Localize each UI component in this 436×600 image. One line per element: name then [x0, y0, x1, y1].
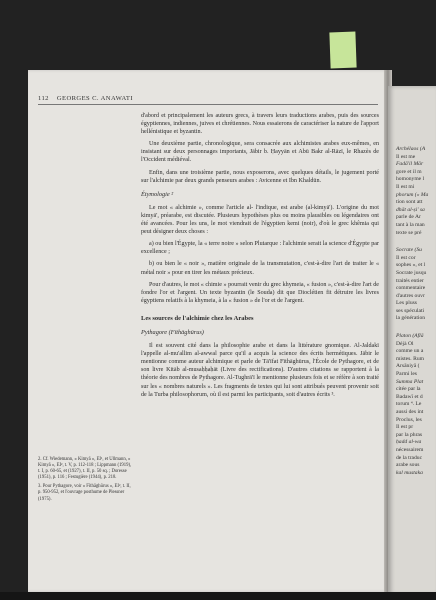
etymology-item-b: b) ou bien le « noir », matière originale de la transmutation, c'est-à-dire l'art de traiter le « métal noir » pour en tirer les métaux précieux.: [141, 261, 379, 276]
running-header: [38, 95, 378, 102]
right-line: aussi des int: [396, 409, 424, 415]
section-heading: Les sources de l'alchimie chez les Arabes: [141, 314, 254, 322]
footnotes: [38, 457, 132, 506]
right-page-block: [396, 247, 436, 323]
right-line: par la phras: [396, 431, 423, 438]
right-line: Il est me: [396, 153, 416, 160]
right-line: parle de Ar: [396, 214, 421, 221]
right-line: homonyme l: [396, 176, 425, 183]
right-line: ḥadd al-wa: [396, 439, 422, 446]
header-rule: [38, 104, 378, 105]
subsection-heading: Pythagore (Fīthāghūrus): [141, 328, 204, 336]
right-line: Archélaos (A: [396, 146, 426, 152]
right-line: phorum (« Ma: [396, 191, 429, 198]
footnote: 2. Cf. Wiedemann, « Kimyā », EI¹, et Ullmann, « Kimyā », EI², t. V, p. 112-118 ; Lippmann (1919), t. I, p. 60-65, et (1927), t. II, p. 50 sq. ; Doresse (1951), p. 116 ; Festugière (1944), p. 218.: [38, 457, 132, 481]
right-line: Badawī et d: [396, 393, 423, 400]
sticky-note-tab: [329, 32, 356, 69]
right-page-block: [396, 333, 436, 477]
right-line: gore et il m: [396, 168, 422, 175]
right-line: Socrate jusqu: [396, 269, 427, 276]
etymology-item-a: a) ou bien l'Égypte, la « terre noire » selon Plutarque : l'alchimie serait la science d'Égypte par excellence ;: [141, 241, 379, 256]
right-line: Fadā'il Mār: [396, 161, 424, 168]
right-line: d'autres ouvr: [396, 292, 425, 299]
intro-paragraph: Une deuxième partie, chronologique, sera consacrée aux alchimistes arabes eux-mêmes, en insistant sur deux personnages importants, Jābir b. Ḥayyān et Abū Bakr al-Rāzī, le Rhazès de l'Occident médiéval.: [141, 141, 379, 164]
right-line: Parmi les: [396, 371, 417, 378]
right-line: tant à la man: [396, 221, 425, 228]
main-text-column: [141, 112, 379, 403]
etymology-paragraph: Le mot « alchimie », comme l'article al- l'indique, est arabe (al-kimyā'). L'origine du mot kimyā', préarabe, est discutée. Plusieurs hypothèses plus ou moins plausibles ou légendaires ont été avancées. Pour les uns, le mot viendrait de l'égyptien kemi (noir), d'où le grec khêmia qui peut désigner deux choses :: [141, 204, 379, 236]
right-line: Il est pr: [396, 424, 414, 431]
right-line: la génération: [396, 315, 426, 322]
right-line: sophes », et l: [396, 262, 426, 269]
right-line: citée par la: [396, 386, 421, 393]
right-line: Socrate (Su: [396, 247, 422, 254]
right-line: arabe sous: [396, 462, 420, 469]
right-page-text: [396, 146, 436, 487]
right-line: texte se pré: [396, 229, 422, 236]
right-line: Il est cor: [396, 254, 416, 261]
right-line: ses spéculati: [396, 307, 425, 314]
right-line: nécessairem: [396, 446, 424, 453]
running-head-title: GEORGES C. ANAWATI: [56, 95, 133, 102]
right-line: Déjà Ol: [396, 340, 414, 347]
right-page-block: [396, 146, 436, 237]
etymology-heading: Étymologie ²: [141, 190, 174, 198]
scan-bottom-edge: [0, 592, 436, 600]
right-line: Platon (Aflā: [396, 333, 424, 340]
right-line: Les pluss: [396, 300, 417, 307]
right-line: de la traduc: [396, 454, 423, 461]
right-line: mistes. Rum: [396, 355, 424, 362]
intro-paragraph: d'abord et principalement les auteurs grecs, à travers leurs traductions arabes, puis des sources égyptiennes, indiennes, juives et chrétiennes. Nous essaierons de caractériser la nature de l'apport hellénistique et byzantin.: [141, 113, 379, 136]
right-line: Summa Plat: [396, 378, 424, 385]
right-line: Proclus, les: [396, 416, 422, 423]
page-number: 112: [38, 95, 49, 102]
right-line: kal mustaka: [396, 469, 423, 476]
right-line: comme un a: [396, 348, 424, 355]
right-line: Arsāniyā (: [396, 363, 420, 370]
etymology-paragraph: Pour d'autres, le mot « chimie » pourrait venir du grec khymeia, « fusion », c'est-à-dire l'art de fondre l'or et l'argent. Un texte byzantin (le Souda) dit que Dioclétien fit détruire les livres égyptiens relatifs à la khymeia, à la « fusion » de l'or et de l'argent.: [141, 281, 379, 304]
right-line: traités entier: [396, 277, 424, 284]
right-line: torum ⁴. Le: [396, 401, 422, 408]
right-line: Il est mi: [396, 183, 415, 190]
right-line: tion sont att: [396, 199, 423, 206]
right-line: commentaire: [396, 285, 426, 292]
right-line: dhāt al-ṣi' sa: [396, 206, 425, 213]
footnote: 3. Pour Pythagore, voir « Fīthāghūrus », EI², t. II, p. 950-952, et l'ouvrage posthume de Plessner (1975).: [38, 484, 131, 502]
intro-paragraph: Enfin, dans une troisième partie, nous exposerons, avec quelques détails, le jugement porté sur l'alchimie par deux grands penseurs arabes : Avicenne et Ibn Khaldūn.: [141, 169, 379, 184]
section-paragraph: Il est souvent cité dans la philosophie arabe et dans la littérature gnomique. Al-Jaldakī l'appelle al-mu'allim al-awwal parce qu'il a acquis la science des écrits hermétiques. Jābir le mentionne comme auteur alchimique et parle de Tā'īfat Fīthāghūrus, l'École de Pythagore, et de son livre Kitāb al-musaḥḥaḥāt (Livre des rectifications). D'autres citations se rapportent à la théorie des nombres de Pythagore. Al-Tughrā'ī le mentionne plusieurs fois et se réfère à son traité sur les « nombres naturels ». Les fragments de textes qui lui sont attribués peuvent provenir soit de la Turba philosophorum, où il est parmi les participants, soit d'autres écrits ³.: [141, 343, 379, 398]
